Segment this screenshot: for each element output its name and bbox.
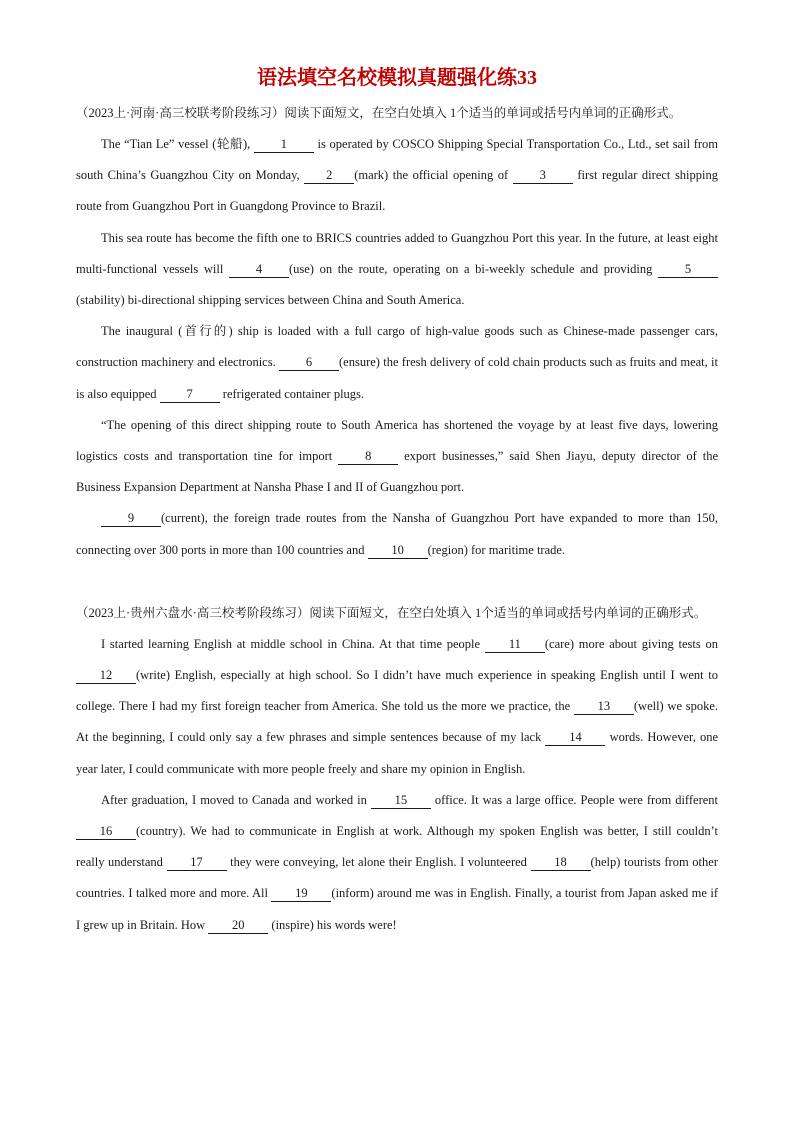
blank-16: 16 (76, 824, 136, 840)
blank-7: 7 (160, 387, 220, 403)
blank-3: 3 (513, 168, 573, 184)
blank-20: 20 (208, 918, 268, 934)
blank-9: 9 (101, 511, 161, 527)
blank-12: 12 (76, 668, 136, 684)
blank-8: 8 (338, 449, 398, 465)
section1-paragraph-1: The “Tian Le” vessel (轮船), 1 is operated by COSCO Shipping Special Transportation Co., Ltd., set sail from south China’s Guangzhou City on Monday, 2 (mark) the official opening of 3 first regular direct shipping route from Guangzhou Port in Guangdong Province to Brazil. (76, 137, 718, 214)
section1-paragraph-3: The inaugural (首行的) ship is loaded with a full cargo of high-value goods such as Chinese-made passenger cars, construction machinery and electronics. 6 (ensure) the fresh delivery of cold chain products such as fruits and meat, it is also equipped 7 refrigerated container plugs. (76, 324, 719, 401)
section-spacer (76, 566, 718, 598)
blank-10: 10 (368, 543, 428, 559)
blank-14: 14 (545, 730, 605, 746)
section1-paragraph-5: 9 (current), the foreign trade routes from the Nansha of Guangzhou Port have expanded to more than 150, connecting over 300 ports in more than 100 countries and 10 (region) for maritime trade. (76, 511, 718, 557)
blank-11: 11 (485, 637, 545, 653)
section2-paragraph-2: After graduation, I moved to Canada and worked in 15 office. It was a large office. People were from different 16 (country). We had to communicate in English at work. Although my spoken English was better, I still couldn’t really understand 17 they were conveying, let alone their English. I volunteered 18 (help) tourists from other countries. I talked more and more. All 19 (inform) around me was in English. Finally, a tourist from Japan asked me if I grew up in Britain. How 20 (inspire) his words were! (76, 792, 719, 932)
section2-paragraph-1: I started learning English at middle school in China. At that time people 11 (care) more about giving tests on 12 (write) English, especially at high school. So I didn’t have much experience in speaking English until I went to college. There I had my first foreign teacher from America. She told us the more we practice, the 13 (well) we spoke. At the beginning, I could only say a few phrases and simple sentences because of my lack 14 words. However, one year later, I could communicate with more people freely and share my opinion in English. (76, 636, 718, 776)
blank-17: 17 (167, 855, 227, 871)
section1-paragraph-2: This sea route has become the fifth one to BRICS countries added to Guangzhou Port this year. In the future, at least eight multi-functional vessels will 4 (use) on the route, operating on a bi-weekly schedule and providing 5(stability) bi-directional shipping services between China and South America. (76, 230, 718, 308)
blank-4: 4 (229, 262, 289, 278)
blank-5: 5 (658, 262, 718, 278)
blank-2: 2 (304, 168, 354, 184)
page-title: 语法填空名校模拟真题强化练33 (257, 67, 537, 89)
blank-18: 18 (531, 855, 591, 871)
section1-paragraph-4: “The opening of this direct shipping route to South America has shortened the voyage by at least five days, lowering logistics costs and transportation tine for import 8 export businesses,” said Shen Jiayu, deputy director of the Business Expansion Department at Nansha Phase I and II of Guangzhou port. (76, 417, 718, 495)
blank-1: 1 (254, 137, 314, 153)
blank-19: 19 (271, 886, 331, 902)
blank-15: 15 (371, 793, 431, 809)
blank-13: 13 (574, 699, 634, 715)
section1-intro: （2023上·河南·高三校联考阶段练习）阅读下面短文，在空白处填入 1个适当的单词或括号内单词的正确形式。 (76, 106, 682, 120)
section2-intro: （2023上·贵州六盘水·高三校考阶段练习）阅读下面短文，在空白处填入 1个适当的单词或括号内单词的正确形式。 (76, 605, 707, 620)
blank-6: 6 (279, 355, 339, 371)
